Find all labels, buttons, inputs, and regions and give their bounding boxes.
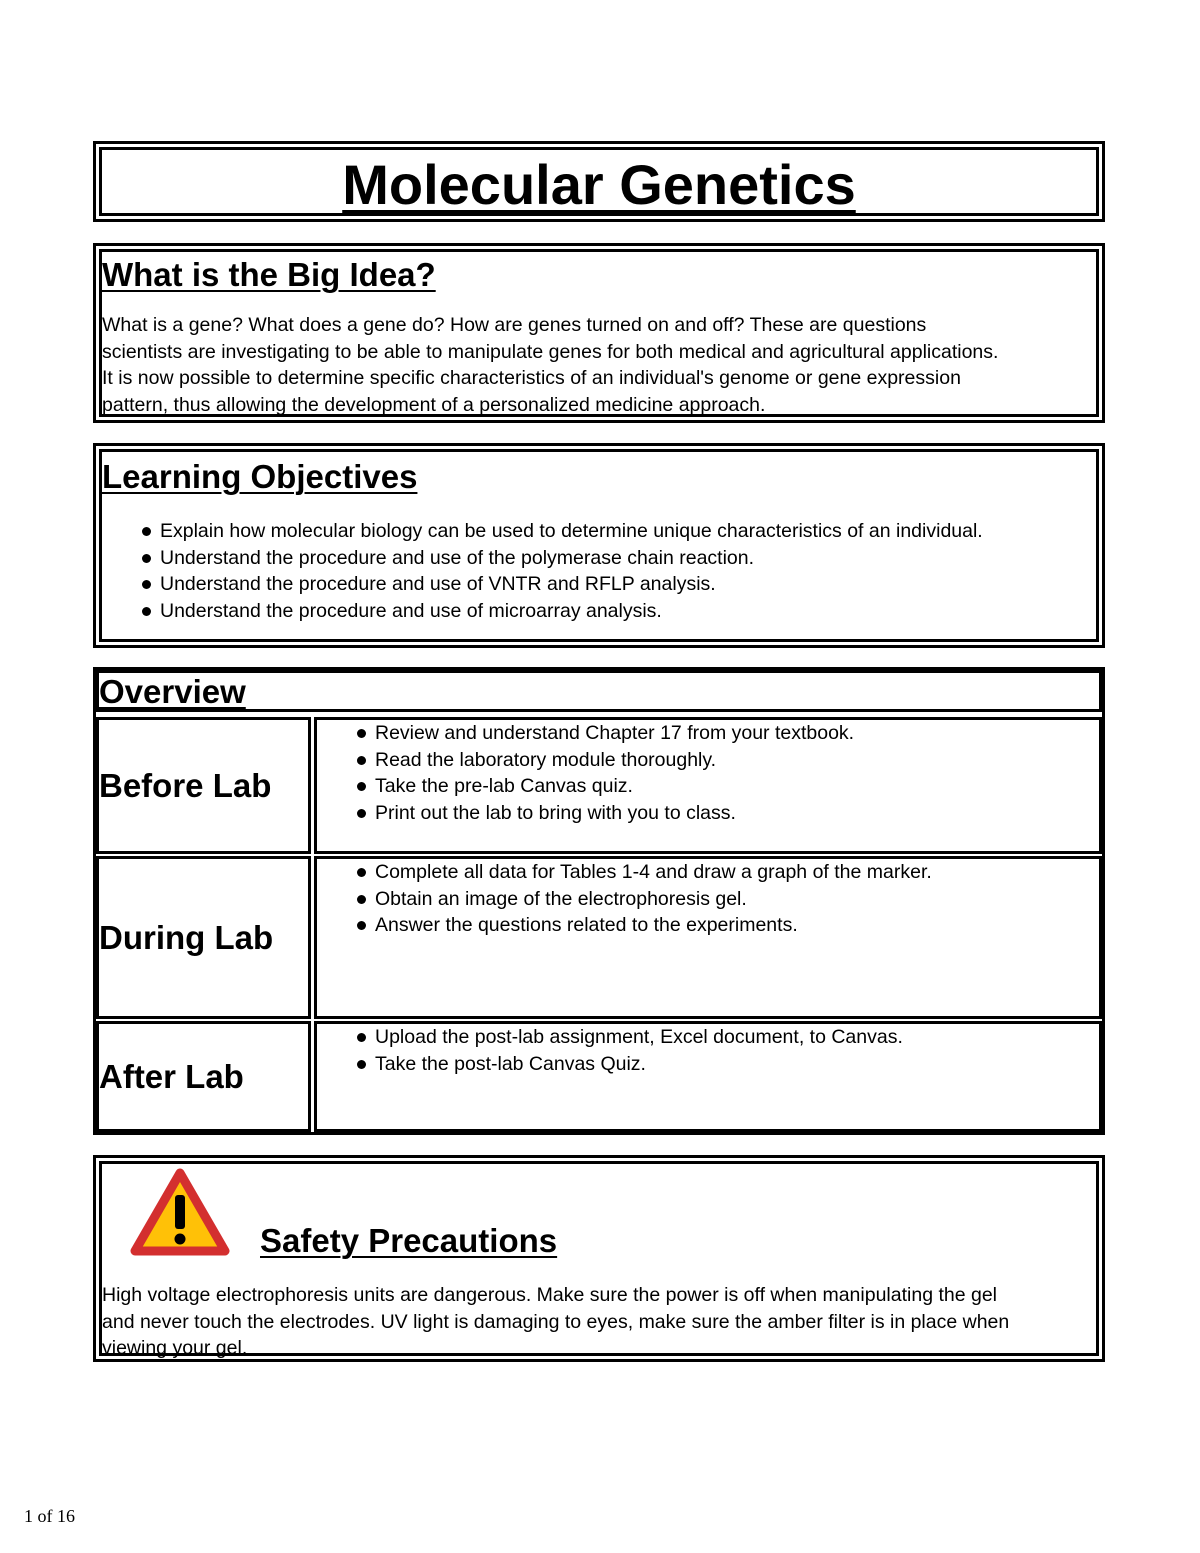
list-item [140,545,983,572]
overview-row-content-cell [314,856,1102,1019]
bullet-icon [142,527,151,536]
learning-objectives-inner [99,449,1099,642]
safety-section [93,1155,1105,1362]
list-item [355,800,854,827]
task-text: Answer the questions related to the experiments. [375,914,798,936]
big-idea-line: scientists are investigating to be able to manipulate genes for both medical and agricultural applications. [102,340,999,363]
list-item [355,773,854,800]
list-item [355,1051,903,1078]
safety-line: viewing your gel. [102,1337,248,1359]
overview-row-after-lab [96,1021,1102,1132]
before-lab-list [355,720,854,826]
safety-heading: Safety Precautions [260,1222,558,1259]
task-text: Complete all data for Tables 1-4 and draw a graph of the marker. [375,861,932,883]
objective-text: Understand the procedure and use of the polymerase chain reaction. [160,546,755,569]
bullet-icon [357,1033,366,1042]
big-idea-line: pattern, thus allowing the development of a personalized medicine approach. [102,393,766,416]
list-item [355,1024,903,1051]
bullet-icon [357,809,366,818]
objectives-list [140,518,983,624]
big-idea-line: What is a gene? What does a gene do? How are genes turned on and off? These are questions [102,314,927,336]
overview-row-content-cell [314,1021,1102,1132]
list-item [355,747,854,774]
overview-row-during-lab [96,856,1102,1019]
bullet-icon [357,1060,366,1069]
overview-row-label-cell [96,856,311,1019]
bullet-icon [357,895,366,904]
bullet-icon [357,756,366,765]
bullet-icon [357,782,366,791]
overview-row-label-cell [96,717,311,854]
title-box-inner [99,147,1099,216]
bullet-icon [142,580,151,589]
overview-row-label: During Lab [99,918,274,956]
bullet-icon [357,729,366,738]
after-lab-list [355,1024,903,1077]
bullet-icon [142,607,151,616]
task-text: Print out the lab to bring with you to class. [375,801,736,824]
big-idea-section [93,243,1105,423]
title-box [93,141,1105,222]
overview-row-label: After Lab [99,1057,244,1095]
objective-text: Explain how molecular biology can be used to determine unique characteristics of an individual. [160,520,983,542]
bullet-icon [357,921,366,930]
during-lab-list [355,859,932,939]
big-idea-text [102,312,998,418]
list-item [355,886,932,913]
safety-line: and never touch the electrodes. UV light is damaging to eyes, make sure the amber filter is in place when [102,1310,1010,1333]
task-text: Obtain an image of the electrophoresis gel. [375,887,747,910]
overview-row-before-lab [96,717,1102,854]
big-idea-line: It is now possible to determine specific characteristics of an individual's genome or gene expression [102,367,961,389]
learning-objectives-heading: Learning Objectives [102,458,418,495]
overview-section [93,667,1105,1135]
bullet-icon [357,868,366,877]
list-item [140,598,983,625]
overview-row-content-cell [314,717,1102,854]
list-item [140,571,983,598]
safety-line: High voltage electrophoresis units are dangerous. Make sure the power is off when manipulating the gel [102,1284,998,1306]
page-number: 1 of 16 [24,1506,75,1526]
big-idea-inner [99,249,1099,417]
list-item [355,912,932,939]
overview-heading: Overview [99,673,246,710]
bullet-icon [142,554,151,563]
objective-text: Understand the procedure and use of microarray analysis. [160,599,662,622]
overview-heading-row [96,670,1102,712]
page-title: Molecular Genetics [342,153,856,216]
warning-triangle-icon [130,1167,230,1257]
big-idea-heading: What is the Big Idea? [102,256,436,293]
list-item [355,859,932,886]
task-text: Take the pre-lab Canvas quiz. [375,775,633,797]
task-text: Read the laboratory module thoroughly. [375,748,717,771]
task-text: Review and understand Chapter 17 from your textbook. [375,722,855,744]
task-text: Take the post-lab Canvas Quiz. [375,1052,646,1075]
safety-inner [99,1161,1099,1359]
task-text: Upload the post-lab assignment, Excel document, to Canvas. [375,1026,903,1048]
overview-row-label-cell [96,1021,311,1132]
overview-row-label: Before Lab [99,766,272,804]
list-item [140,518,983,545]
objective-text: Understand the procedure and use of VNTR and RFLP analysis. [160,573,716,595]
safety-text [102,1282,1096,1362]
learning-objectives-section [93,443,1105,648]
list-item [355,720,854,747]
